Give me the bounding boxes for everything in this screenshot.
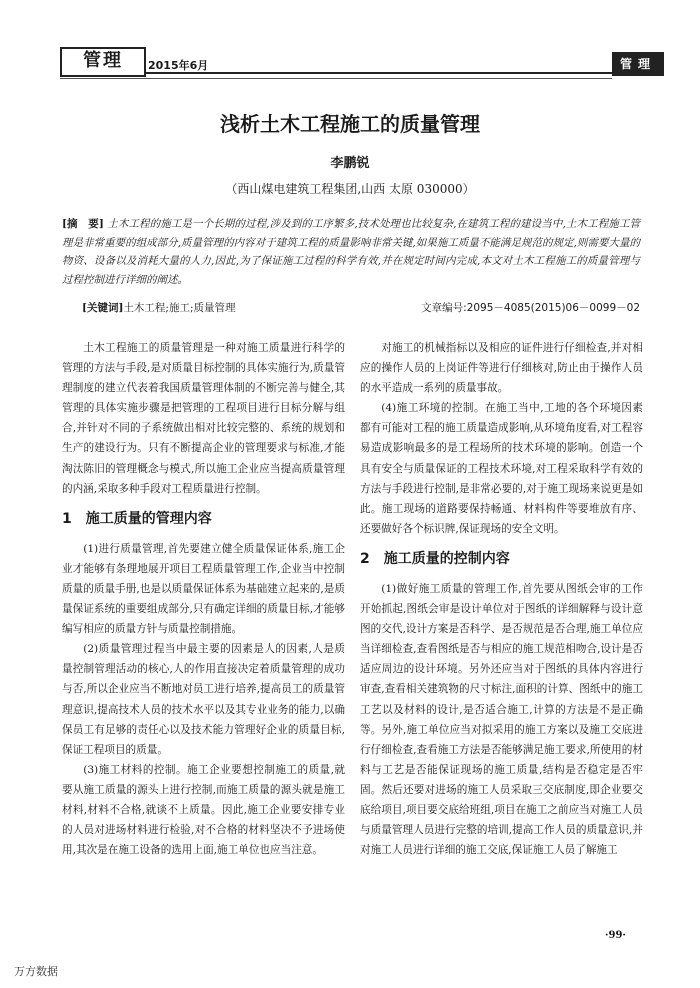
author-name: 李鹏锐 bbox=[330, 156, 370, 171]
body-column-left bbox=[62, 338, 345, 860]
section-1-paragraph-1: (1)进行质量管理,首先要建立健全质量保证体系,施工企业才能够有条理地展开项目工程质量管理工作,企业当中控制质量的质量手册,也是以质量保证体系为基础建立起来的,是质量保证系统的重要组成部分,只有确定详细的质量目标,才能够编写相应的质量方针与质量控制措施。 bbox=[62, 542, 345, 636]
header-rule-thin bbox=[60, 78, 612, 79]
section-tag: 管理 bbox=[612, 52, 664, 76]
keywords bbox=[82, 300, 236, 315]
page-number: ·99· bbox=[605, 930, 626, 941]
abstract-text: 土木工程的施工是一个长期的过程,涉及到的工序繁多,技术处理也比较复杂,在建筑工程的建设当中,土木工程施工管理是非常重要的组成部分,质量管理的内容对于建筑工程的质量影响非常关键,如果施工质量不能满足规范的规定,则需要大量的物资、设备以及消耗大量的人力,因此,为了保证施工过程的科学有效,并在规定时间内完成,本文对土木工程施工的质量管理与过程控制进行详细的阐述。 bbox=[62, 218, 640, 286]
section-1-heading: 1 施工质量的管理内容 bbox=[62, 510, 212, 527]
abstract bbox=[62, 215, 640, 289]
article-title: 浅析土木工程施工的质量管理 bbox=[220, 112, 480, 136]
section-1-paragraph-3: (3)施工材料的控制。施工企业要想控制施工的质量,就要从施工质量的源头上进行控制,而施工质量的源头就是施工材料,材料不合格,就谈不上质量。因此,施工企业要安排专业的人员对进场材料进行检验,对不合格的材料坚决不予进场使用,其次是在施工设备的选用上面,施工单位也应当注意。 bbox=[62, 763, 345, 857]
keywords-label: [关键词] bbox=[82, 302, 124, 314]
abstract-label: [摘 要] bbox=[62, 218, 104, 230]
section-2-heading: 2 施工质量的控制内容 bbox=[360, 550, 510, 567]
body-column-right bbox=[360, 338, 643, 860]
article-number: 文章编号:2095－4085(2015)06－0099－02 bbox=[421, 302, 640, 314]
author-affiliation: （西山煤电建筑工程集团,山西 太原 030000） bbox=[225, 182, 475, 196]
header-rule bbox=[144, 72, 612, 74]
continued-paragraph: 对施工的机械指标以及相应的证件进行仔细检查,并对相应的操作人员的上岗证件等进行仔细核对,防止由于操作人员的水平造成一系列的质量事故。 bbox=[360, 342, 643, 395]
issue-date: 2015年6月 bbox=[148, 59, 209, 72]
journal-logo: 管理 bbox=[60, 47, 146, 77]
section-1-paragraph-2: (2)质量管理过程当中最主要的因素是人的因素,人是质量控制管理活动的核心,人的作用直接决定着质量管理的成功与否,所以企业应当不断地对员工进行培养,提高员工的质量管理意识,提高技术人员的技术水平以及其专业业务的能力,以确保员工有足够的责任心以及技术能力管理好企业的质量目标,保证工程项目的质量。 bbox=[62, 643, 345, 756]
keywords-text: 土木工程;施工;质量管理 bbox=[123, 302, 236, 314]
footer-source: 万方数据 bbox=[14, 965, 58, 978]
section-2-paragraph-1: (1)做好施工质量的管理工作,首先要从图纸会审的工作开始抓起,图纸会审是设计单位对于图纸的详细解释与设计意图的交代,设计方案是否科学、是否规范是否合理,施工单位应当详细检查,查看图纸是否与相应的施工规范相吻合,设计是否适应周边的设计环境。另外还应当对于图纸的具体内容进行审查,查看相关建筑物的尺寸标注,面积的计算、图纸中的施工工艺以及材料的设计,是否适合施工,计算的方法是不是正确等。另外,施工单位应当对拟采用的施工方案以及施工交底进行仔细检查,查看施工方法是否能够满足施工要求,所使用的材料与工艺是否能保证现场的施工质量,结构是否稳定是否牢固。然后还要对进场的施工人员采取三交底制度,即企业要交底给项目,项目要交底给班组,项目在施工之前应当对施工人员与质量管理人员进行完整的培训,提高工作人员的质量意识,并对施工人员进行详细的施工交底,保证施工人员了解施工 bbox=[360, 582, 643, 857]
keywords-row bbox=[62, 300, 640, 318]
intro-paragraph: 土木工程施工的质量管理是一种对施工质量进行科学的管理的方法与手段,是对质量目标控制的具体实施行为,质量管理制度的建立代表着我国质量管理体制的不断完善与健全,其管理的具体实施步骤是把管理的工程项目进行目标分解与组合,并针对不同的子系统做出相对比较完整的、系统的规划和生产的建设行为。只有不断提高企业的管理要求与标准,才能淘汰陈旧的管理概念与模式,所以施工企业应当提高质量管理的内涵,采取多种手段对工程质量进行控制。 bbox=[62, 342, 345, 495]
section-1-paragraph-4: (4)施工环境的控制。在施工当中,工地的各个环境因素都有可能对工程的施工质量造成影响,从环境角度看,对工程容易造成影响最多的是工程场所的技术环境的影响。创造一个具有安全与质量保证的工程技术环境,对工程采取科学有效的方法与手段进行控制,是非常必要的,对于施工现场来说更是如此。施工现场的道路要保持畅通、材料构件等要堆放有序、还要做好各个标识牌,保证现场的安全文明。 bbox=[360, 402, 643, 535]
